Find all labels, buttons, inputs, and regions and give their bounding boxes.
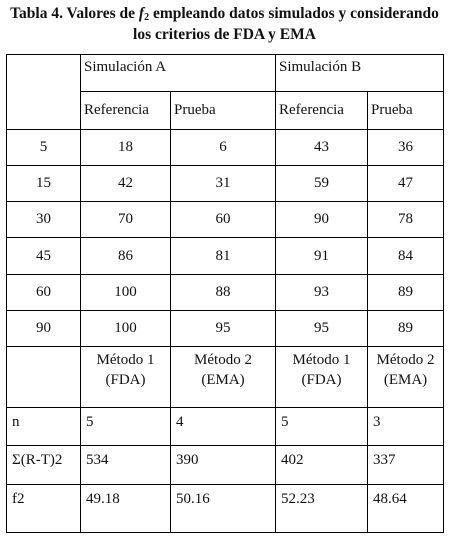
stat-row-n <box>7 408 444 445</box>
time-cell: 45 <box>7 238 81 274</box>
f-symbol: f <box>138 5 145 22</box>
value-cell: 100 <box>81 311 171 347</box>
stat-label: f2 <box>7 485 81 533</box>
value-cell: 89 <box>368 311 444 347</box>
corner-cell <box>7 55 81 130</box>
time-cell: 60 <box>7 274 81 310</box>
stat-label: Σ(R-T)2 <box>7 445 81 484</box>
value-cell: 100 <box>81 274 171 310</box>
stat-row-f2 <box>7 485 444 533</box>
method-cell <box>368 347 444 408</box>
value-cell: 89 <box>368 274 444 310</box>
time-cell: 15 <box>7 165 81 201</box>
method-agency: (EMA) <box>201 372 245 389</box>
value-cell: 95 <box>171 311 276 347</box>
table-row <box>7 165 444 201</box>
stat-value: 534 <box>81 445 171 484</box>
ref-b-header: Referencia <box>276 92 368 129</box>
method-name: Método 2 <box>376 352 435 369</box>
stat-value: 49.18 <box>81 485 171 533</box>
value-cell: 78 <box>368 202 444 238</box>
value-cell: 91 <box>276 238 368 274</box>
time-cell: 30 <box>7 202 81 238</box>
method-name: Método 1 <box>292 352 351 369</box>
value-cell: 81 <box>171 238 276 274</box>
value-cell: 88 <box>171 274 276 310</box>
stat-value: 50.16 <box>171 485 276 533</box>
stat-label: n <box>7 408 81 445</box>
method-row <box>7 347 444 408</box>
method-agency: (EMA) <box>383 372 428 389</box>
method-cell <box>276 347 368 408</box>
method-agency: (FDA) <box>105 372 146 389</box>
time-cell: 90 <box>7 311 81 347</box>
method-agency: (FDA) <box>301 372 342 389</box>
stat-row-sum <box>7 445 444 484</box>
caption-line-1 <box>0 3 449 24</box>
time-cell: 5 <box>7 129 81 165</box>
f-subscript: 2 <box>144 12 150 23</box>
ref-a-header: Referencia <box>81 92 171 129</box>
value-cell: 70 <box>81 202 171 238</box>
caption-text-cont: empleando datos simulados y considerando <box>149 5 439 22</box>
method-name: Método 1 <box>96 352 155 369</box>
method-name: Método 2 <box>194 352 252 369</box>
caption-text: Tabla 4. Valores de <box>10 5 139 22</box>
value-cell: 36 <box>368 129 444 165</box>
stat-value: 390 <box>171 445 276 484</box>
value-cell: 6 <box>171 129 276 165</box>
stat-value: 52.23 <box>276 485 368 533</box>
group-b-header: Simulación B <box>276 55 444 92</box>
value-cell: 59 <box>276 165 368 201</box>
stat-value: 5 <box>276 408 368 445</box>
stat-value: 402 <box>276 445 368 484</box>
table-row <box>7 129 444 165</box>
caption-line-2: los criterios de FDA y EMA <box>133 26 316 43</box>
test-b-header: Prueba <box>368 92 444 129</box>
table-row <box>7 238 444 274</box>
stat-value: 4 <box>171 408 276 445</box>
table-row <box>7 311 444 347</box>
group-a-header: Simulación A <box>81 55 276 92</box>
value-cell: 95 <box>276 311 368 347</box>
test-a-header: Prueba <box>171 92 276 129</box>
value-cell: 42 <box>81 165 171 201</box>
method-corner-cell <box>7 347 81 408</box>
table-row <box>7 274 444 310</box>
value-cell: 93 <box>276 274 368 310</box>
table-caption <box>0 3 449 45</box>
header-row-groups <box>7 55 444 92</box>
stat-value: 3 <box>368 408 444 445</box>
value-cell: 90 <box>276 202 368 238</box>
value-cell: 18 <box>81 129 171 165</box>
stat-value: 337 <box>368 445 444 484</box>
data-table <box>6 54 444 533</box>
value-cell: 86 <box>81 238 171 274</box>
value-cell: 84 <box>368 238 444 274</box>
stat-value: 48.64 <box>368 485 444 533</box>
table-row <box>7 202 444 238</box>
value-cell: 60 <box>171 202 276 238</box>
value-cell: 31 <box>171 165 276 201</box>
value-cell: 47 <box>368 165 444 201</box>
method-cell <box>171 347 276 408</box>
stat-value: 5 <box>81 408 171 445</box>
value-cell: 43 <box>276 129 368 165</box>
method-cell <box>81 347 171 408</box>
